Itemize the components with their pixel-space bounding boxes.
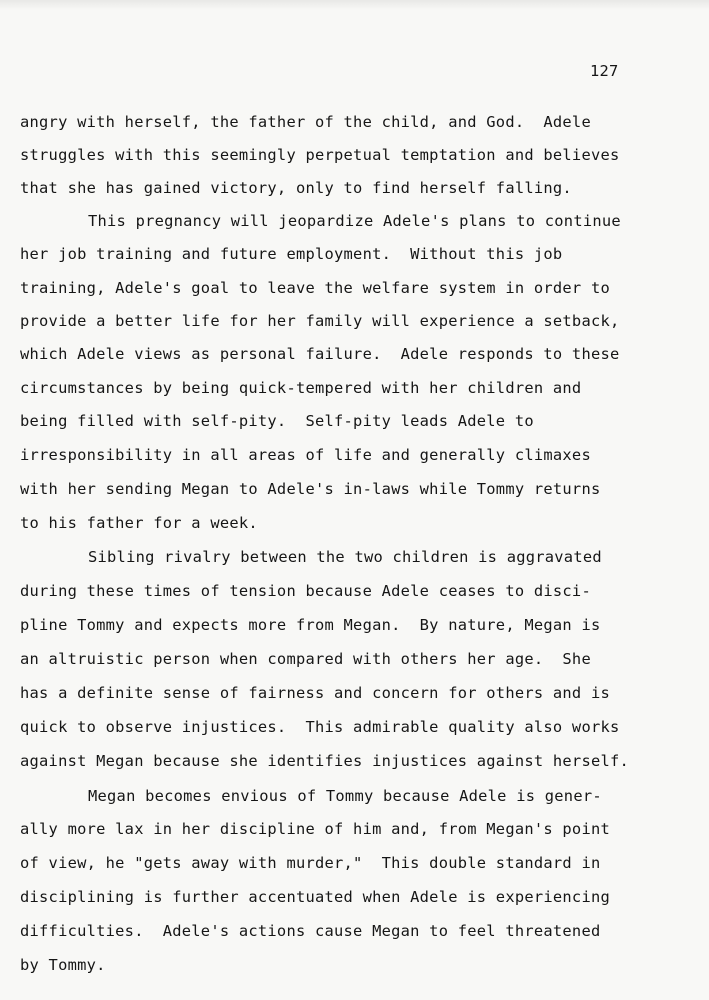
text-line: an altruistic person when compared with others her age. She [20,650,591,668]
text-line: quick to observe injustices. This admirable quality also works [20,718,620,736]
paragraph-first-line: This pregnancy will jeopardize Adele's plans to continue [88,212,621,230]
paragraph-first-line: Megan becomes envious of Tommy because Adele is gener- [88,787,602,805]
text-line: with her sending Megan to Adele's in-laws while Tommy returns [20,480,601,498]
text-line: angry with herself, the father of the child, and God. Adele [20,113,591,131]
page-edge-shadow [0,0,709,10]
text-line: which Adele views as personal failure. Adele responds to these [20,345,620,363]
text-line: to his father for a week. [20,514,258,532]
text-line: pline Tommy and expects more from Megan. By nature, Megan is [20,616,601,634]
text-line: has a definite sense of fairness and concern for others and is [20,684,610,702]
text-line: that she has gained victory, only to find herself falling. [20,179,572,197]
text-line: of view, he "gets away with murder," This double standard in [20,854,601,872]
text-line: ally more lax in her discipline of him and, from Megan's point [20,820,610,838]
text-line: provide a better life for her family will experience a setback, [20,312,620,330]
text-line: against Megan because she identifies injustices against herself. [20,752,630,770]
text-line: by Tommy. [20,956,106,974]
paragraph-first-line: Sibling rivalry between the two children is aggravated [88,548,602,566]
text-line: disciplining is further accentuated when Adele is experiencing [20,888,610,906]
text-line: training, Adele's goal to leave the welfare system in order to [20,279,610,297]
page-number: 127 [590,62,619,80]
text-line: circumstances by being quick-tempered with her children and [20,379,582,397]
text-line: difficulties. Adele's actions cause Megan to feel threatened [20,922,601,940]
text-line: her job training and future employment. Without this job [20,245,563,263]
text-line: during these times of tension because Adele ceases to disci- [20,582,591,600]
text-line: struggles with this seemingly perpetual temptation and believes [20,146,620,164]
text-line: being filled with self-pity. Self-pity leads Adele to [20,412,534,430]
text-line: irresponsibility in all areas of life and generally climaxes [20,446,591,464]
